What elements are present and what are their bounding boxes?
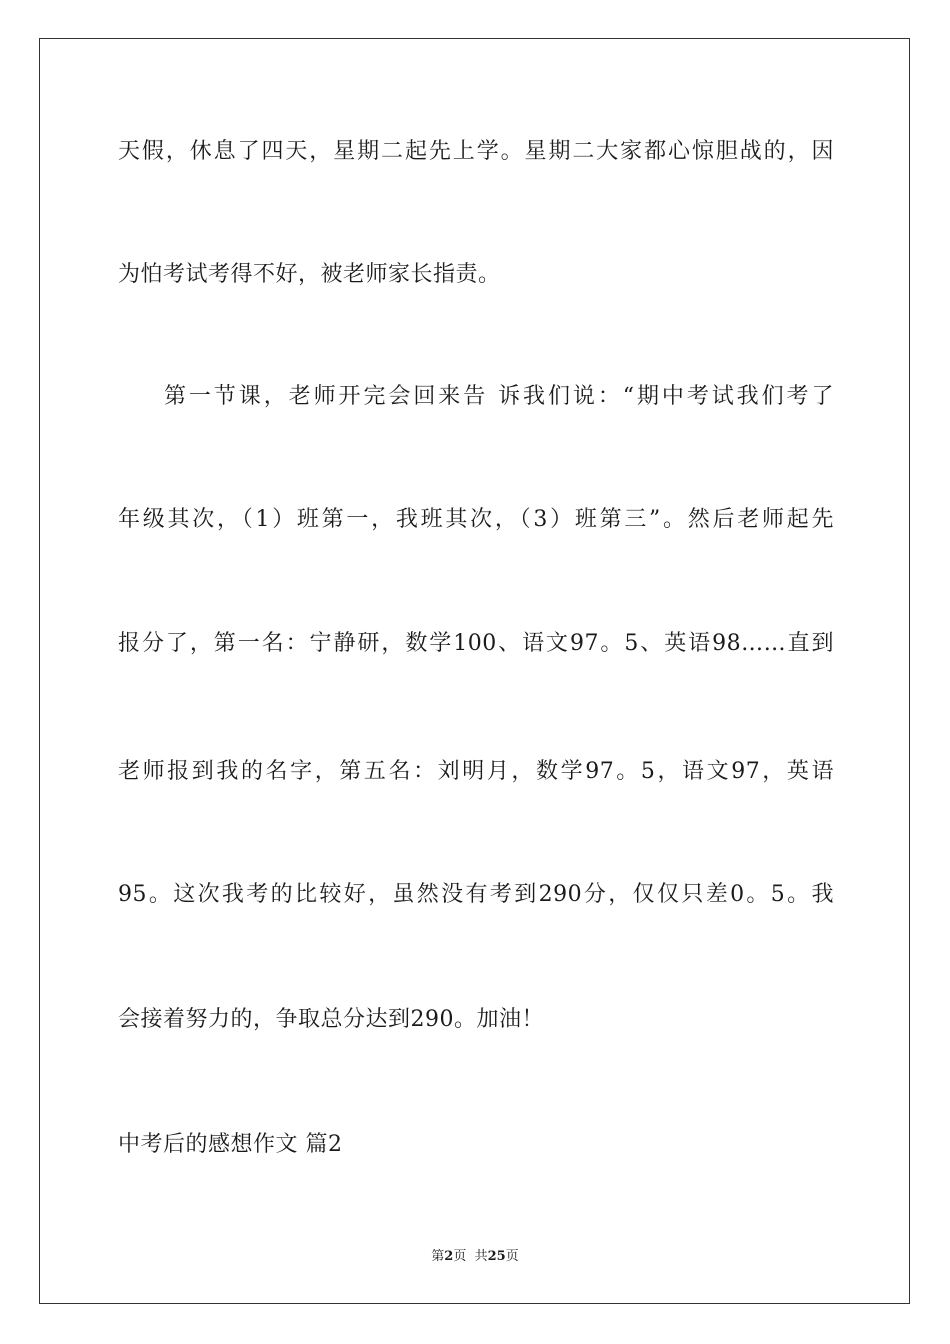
footer-page-suffix: 页 [505,1249,519,1264]
paragraph-line-1: 天假，休息了四天，星期二起先上学。星期二大家都心惊胆战的，因 [118,139,834,164]
paragraph-line-2: 为怕考试考得不好，被老师家长指责。 [118,262,501,287]
paragraph-line-6: 老师报到我的名字，第五名：刘明月，数学97。5，语文97，英语 [118,759,834,784]
paragraph-line-4: 年级其次，（1）班第一，我班其次，（3）班第三”。然后老师起先 [118,507,834,532]
paragraph-line-7: 95。这次我考的比较好，虽然没有考到290分，仅仅只差0。5。我 [118,882,834,907]
footer-page-prefix: 第 [431,1249,445,1264]
page-footer [0,1248,950,1266]
footer-page-mid: 页 共 [453,1249,488,1264]
footer-page-current: 2 [444,1249,454,1264]
section-heading: 中考后的感想作文 篇2 [118,1132,343,1157]
paragraph-line-5: 报分了，第一名：宁静研，数学100、语文97。5、英语98……直到 [118,631,834,656]
paragraph-line-8: 会接着努力的，争取总分达到290。加油！ [118,1007,544,1032]
footer-page-total: 25 [487,1249,506,1264]
paragraph-line-3: 第一节课，老师开完会回来告 诉我们说：“期中考试我们考了 [164,384,834,409]
page-border [39,38,910,1304]
